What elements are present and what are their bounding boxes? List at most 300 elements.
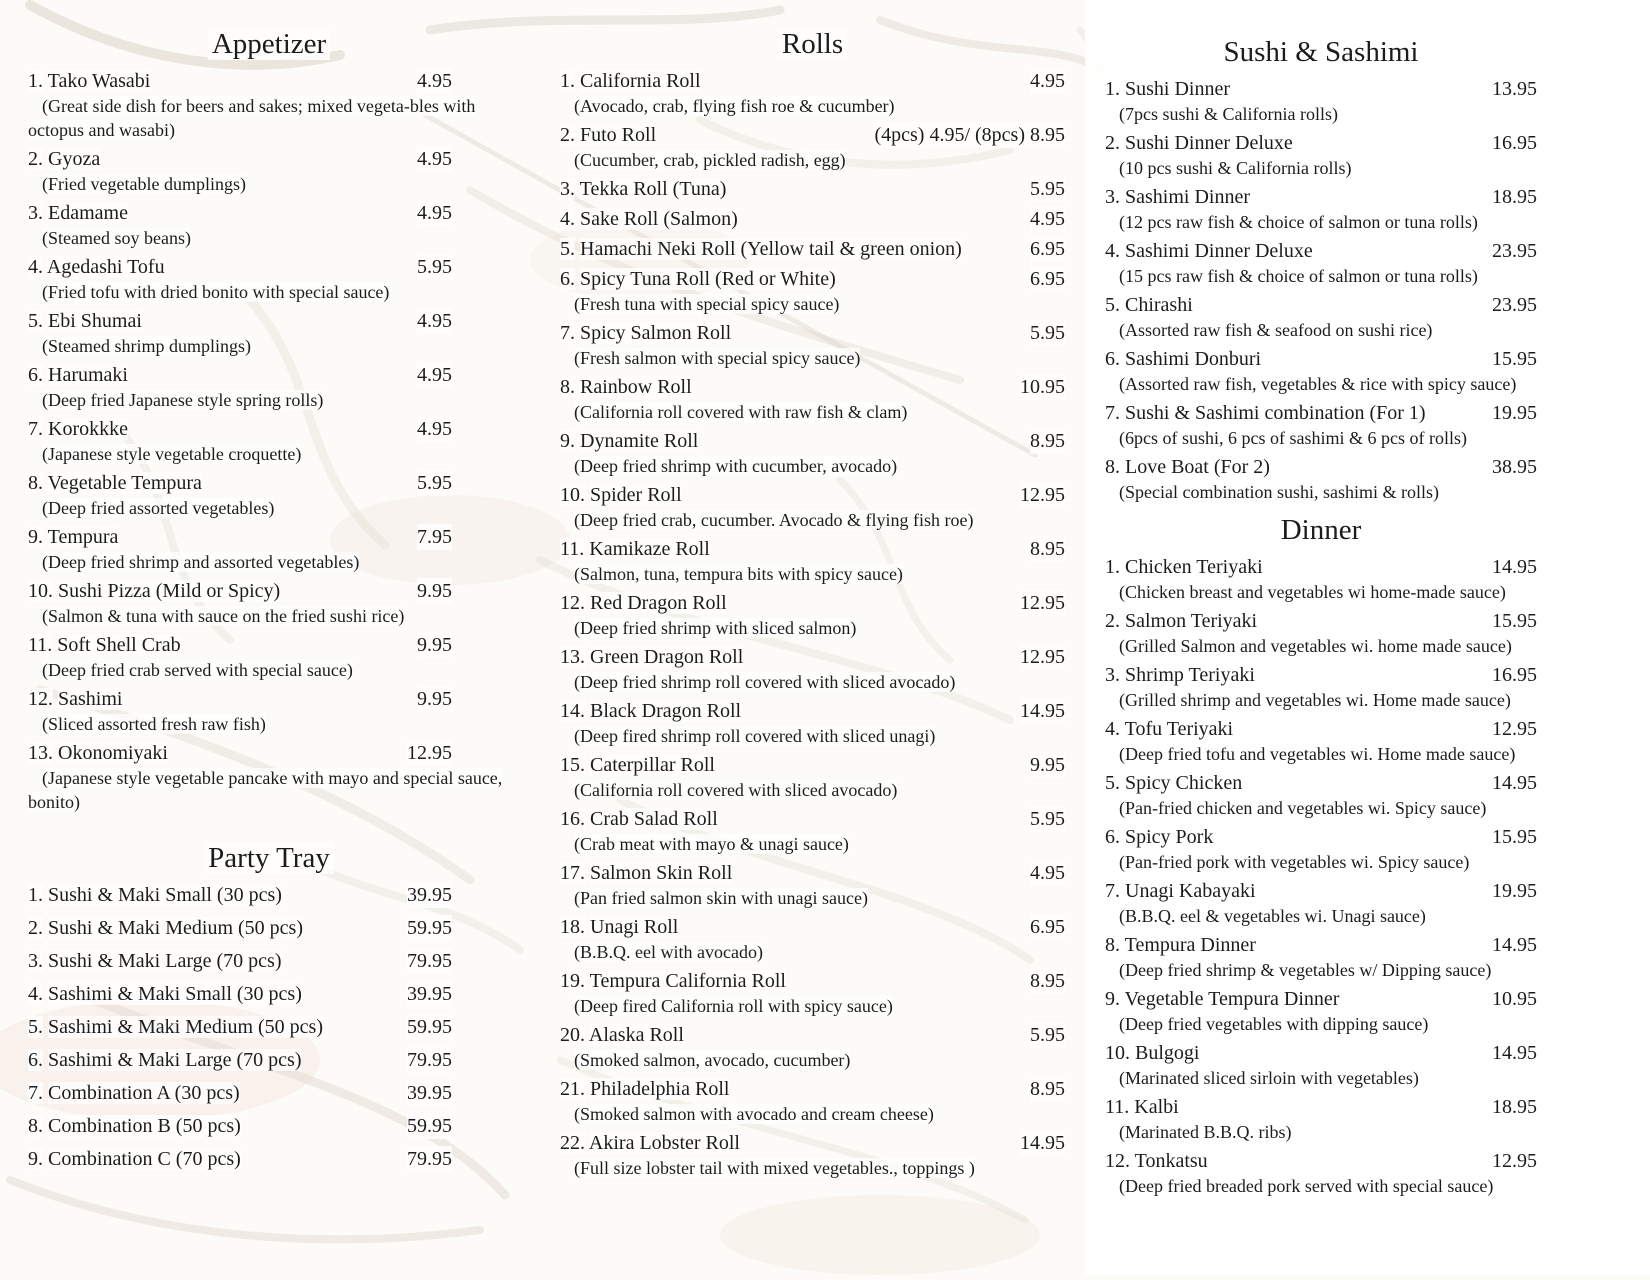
menu-item [28, 1113, 510, 1139]
menu-item-price: 5.95 [1030, 322, 1065, 344]
menu-item-description: (Grilled shrimp and vegetables wi. Home made sauce) [1119, 690, 1511, 710]
menu-item-price: 19.95 [1492, 880, 1537, 902]
menu-item-number: 12. [560, 592, 585, 614]
menu-item-price: 10.95 [1492, 988, 1537, 1010]
menu-item-price: 5.95 [1030, 1024, 1065, 1046]
section-title-rolls: Rolls [560, 26, 1065, 62]
menu-item-line [1105, 662, 1537, 688]
menu-item-name: Caterpillar Roll [590, 754, 715, 776]
menu-item-number: 8. [28, 472, 43, 494]
menu-item-description: (Deep fried shrimp and assorted vegetables) [42, 552, 360, 572]
menu-item [28, 686, 510, 736]
menu-item-label [1105, 554, 1484, 580]
menu-item-line [1105, 986, 1537, 1012]
menu-item-description: (Sliced assorted fresh raw fish) [42, 714, 266, 734]
menu-item-label [560, 1130, 1012, 1156]
menu-item-line [560, 266, 1065, 292]
menu-item-number: 5. [28, 310, 43, 332]
menu-item-label [1105, 986, 1484, 1012]
menu-item-number: 11. [560, 538, 585, 560]
menu-item-name: California Roll [580, 70, 701, 92]
menu-item-price: 7.95 [417, 526, 452, 548]
menu-item-price: 18.95 [1492, 186, 1537, 208]
menu-item-name: Hamachi Neki Roll (Yellow tail & green onion) [580, 238, 962, 260]
menu-item-number: 3. [28, 950, 43, 972]
menu-item [560, 266, 1065, 316]
menu-item-line [1105, 932, 1537, 958]
menu-item-description: (Deep fried shrimp with sliced salmon) [574, 618, 857, 638]
menu-item-number: 1. [1105, 556, 1120, 578]
menu-item-label [28, 915, 399, 941]
menu-item [560, 428, 1065, 478]
menu-item-line [28, 882, 510, 908]
menu-item-description: (Avocado, crab, flying fish roe & cucumber) [574, 96, 895, 116]
menu-item-line [28, 740, 510, 766]
menu-item-name: Sashimi & Maki Small (30 pcs) [48, 983, 302, 1005]
menu-item-number: 1. [28, 884, 43, 906]
menu-item-name: Combination A (30 pcs) [48, 1082, 240, 1104]
menu-item-line [560, 698, 1065, 724]
menu-item-description: (B.B.Q. eel with avocado) [574, 942, 763, 962]
menu-item [560, 806, 1065, 856]
menu-item-description: (15 pcs raw fish & choice of salmon or tuna rolls) [1119, 266, 1478, 286]
menu-item-price: 6.95 [1030, 238, 1065, 260]
middle-column [560, 0, 1065, 1184]
menu-item-name: Dynamite Roll [580, 430, 699, 452]
menu-item-description: (Assorted raw fish, vegetables & rice with spicy sauce) [1119, 374, 1517, 394]
menu-item-description: (Deep fried assorted vegetables) [42, 498, 275, 518]
menu-item-number: 20. [560, 1024, 585, 1046]
menu-item-label [1105, 1040, 1484, 1066]
menu-item-line [560, 752, 1065, 778]
menu-item-label [560, 914, 1022, 940]
menu-item-line [1105, 554, 1537, 580]
menu-item-name: Tempura Dinner [1124, 934, 1256, 956]
menu-item-line [1105, 770, 1537, 796]
menu-item-label [1105, 346, 1484, 372]
menu-item-description: (10 pcs sushi & California rolls) [1119, 158, 1352, 178]
menu-item-label [28, 1146, 399, 1172]
menu-item-label [560, 320, 1022, 346]
menu-item [560, 860, 1065, 910]
menu-item-line [28, 146, 510, 172]
menu-item-name: Korokkke [48, 418, 128, 440]
menu-item-price: 14.95 [1492, 556, 1537, 578]
menu-item-description: (Deep fried crab served with special sauce) [42, 660, 353, 680]
menu-item-price: 18.95 [1492, 1096, 1537, 1118]
section-title-dinner: Dinner [1105, 512, 1537, 548]
menu-item-line [1105, 292, 1537, 318]
menu-item [28, 200, 510, 250]
menu-item-line [560, 176, 1065, 202]
menu-item [1105, 770, 1537, 820]
menu-item-price: 4.95 [1030, 70, 1065, 92]
menu-item-name: Kalbi [1134, 1096, 1179, 1118]
menu-item-number: 4. [28, 256, 43, 278]
menu-item-price: 79.95 [407, 950, 452, 972]
menu-item [560, 68, 1065, 118]
menu-item [1105, 400, 1537, 450]
menu-item-number: 10. [560, 484, 585, 506]
menu-item [28, 632, 510, 682]
menu-item-description: (Pan-fried chicken and vegetables wi. Spicy sauce) [1119, 798, 1487, 818]
section-appetizer [28, 26, 510, 814]
menu-item-number: 13. [560, 646, 585, 668]
menu-item-number: 6. [1105, 348, 1120, 370]
menu-item [1105, 608, 1537, 658]
menu-item-number: 18. [560, 916, 585, 938]
menu-item-name: Futo Roll [580, 124, 657, 146]
menu-item-price: 59.95 [407, 917, 452, 939]
menu-item-price: 16.95 [1492, 132, 1537, 154]
menu-item-price: 38.95 [1492, 456, 1537, 478]
menu-item-line [1105, 130, 1537, 156]
menu-item-line [560, 68, 1065, 94]
menu-item-number: 4. [1105, 240, 1120, 262]
menu-item-line [560, 1022, 1065, 1048]
menu-item-price: 8.95 [1030, 970, 1065, 992]
menu-item [560, 914, 1065, 964]
menu-item [560, 320, 1065, 370]
menu-item [28, 254, 510, 304]
menu-item-description: (Deep fried Japanese style spring rolls) [42, 390, 324, 410]
menu-item-label [1105, 608, 1484, 634]
menu-item-number: 1. [28, 70, 43, 92]
menu-item-label [1105, 932, 1484, 958]
menu-item-description: (Great side dish for beers and sakes; mixed vegeta-bles with octopus and wasabi) [28, 96, 476, 140]
section-sushi-sashimi [1105, 34, 1537, 504]
menu-item [1105, 986, 1537, 1036]
menu-item-price: 79.95 [407, 1148, 452, 1170]
menu-item-label [560, 590, 1012, 616]
menu-item-label [1105, 824, 1484, 850]
menu-item [28, 416, 510, 466]
menu-item-label [28, 308, 409, 334]
menu-item-label [1105, 662, 1484, 688]
menu-item-number: 7. [1105, 880, 1120, 902]
menu-item-price: 15.95 [1492, 826, 1537, 848]
menu-item-line [28, 308, 510, 334]
menu-item-label [560, 536, 1022, 562]
menu-item-description: (12 pcs raw fish & choice of salmon or tuna rolls) [1119, 212, 1478, 232]
menu-item-label [1105, 1148, 1484, 1174]
menu-item [28, 740, 510, 814]
menu-item-name: Tekka Roll (Tuna) [579, 178, 727, 200]
menu-item-line [1105, 238, 1537, 264]
menu-item-label [28, 470, 409, 496]
menu-item-number: 13. [28, 742, 53, 764]
menu-item-name: Vegetable Tempura [47, 472, 202, 494]
menu-item-number: 3. [560, 178, 575, 200]
menu-item-description: (Fresh tuna with special spicy sauce) [574, 294, 840, 314]
menu-item-line [28, 524, 510, 550]
menu-item-price: 4.95 [417, 148, 452, 170]
menu-item-name: Sashimi Dinner Deluxe [1125, 240, 1313, 262]
menu-item-number: 14. [560, 700, 585, 722]
menu-item-name: Combination C (70 pcs) [48, 1148, 241, 1170]
menu-item-name: Salmon Teriyaki [1125, 610, 1258, 632]
menu-item-line [28, 254, 510, 280]
menu-item-description: (Deep fried shrimp & vegetables w/ Dipping sauce) [1119, 960, 1492, 980]
menu-item-number: 2. [28, 148, 43, 170]
menu-item-price: 5.95 [1030, 808, 1065, 830]
menu-item-price: 5.95 [1030, 178, 1065, 200]
menu-item-number: 17. [560, 862, 585, 884]
menu-item-label [28, 740, 399, 766]
menu-item-number: 4. [28, 983, 43, 1005]
menu-item-description: (B.B.Q. eel & vegetables wi. Unagi sauce) [1119, 906, 1426, 926]
menu-item-price: 14.95 [1020, 700, 1065, 722]
menu-item-name: Spicy Chicken [1125, 772, 1243, 794]
menu-item-line [28, 200, 510, 226]
menu-item-line [560, 644, 1065, 670]
menu-item-line [560, 914, 1065, 940]
menu-item [28, 578, 510, 628]
menu-item-label [560, 428, 1022, 454]
menu-item-number: 11. [1105, 1096, 1130, 1118]
menu-item-description: (Fresh salmon with special spicy sauce) [574, 348, 861, 368]
menu-item-name: Sashimi [58, 688, 123, 710]
menu-item-description: (California roll covered with raw fish & clam) [574, 402, 908, 422]
menu-item-name: Love Boat (For 2) [1125, 456, 1270, 478]
menu-item-name: Spicy Salmon Roll [580, 322, 732, 344]
menu-item-number: 15. [560, 754, 585, 776]
menu-item-label [28, 68, 409, 94]
menu-item-line [28, 470, 510, 496]
menu-item-label [560, 236, 1022, 262]
menu-item-label [1105, 454, 1484, 480]
menu-item-number: 21. [560, 1078, 585, 1100]
menu-item-number: 2. [560, 124, 575, 146]
menu-item-name: Tofu Teriyaki [1124, 718, 1234, 740]
menu-item-description: (Fried tofu with dried bonito with special sauce) [42, 282, 390, 302]
menu-item-price: 8.95 [1030, 430, 1065, 452]
menu-item-description: (6pcs of sushi, 6 pcs of sashimi & 6 pcs of rolls) [1119, 428, 1467, 448]
menu-item-number: 2. [1105, 132, 1120, 154]
menu-item-number: 2. [28, 917, 43, 939]
menu-item-number: 11. [28, 634, 53, 656]
menu-item-price: 23.95 [1492, 294, 1537, 316]
menu-item-price: 16.95 [1492, 664, 1537, 686]
menu-item-line [560, 428, 1065, 454]
menu-item-number: 9. [28, 526, 43, 548]
menu-item-line [560, 374, 1065, 400]
menu-item-price: 15.95 [1492, 348, 1537, 370]
menu-item-price: 15.95 [1492, 610, 1537, 632]
menu-item-price: 5.95 [417, 472, 452, 494]
menu-item-line [560, 536, 1065, 562]
menu-item-name: Black Dragon Roll [590, 700, 742, 722]
menu-item [28, 68, 510, 142]
menu-item-price: 13.95 [1492, 78, 1537, 100]
menu-item-line [1105, 346, 1537, 372]
menu-item-number: 10. [1105, 1042, 1130, 1064]
menu-item-number: 19. [560, 970, 585, 992]
menu-item [1105, 716, 1537, 766]
menu-item-line [28, 1047, 510, 1073]
menu-item-label [28, 1080, 399, 1106]
menu-item [1105, 454, 1537, 504]
menu-item-price: 12.95 [407, 742, 452, 764]
menu-item-description: (Japanese style vegetable croquette) [42, 444, 302, 464]
menu-item-name: Gyoza [48, 148, 101, 170]
menu-item-line [560, 236, 1065, 262]
menu-item-label [28, 948, 399, 974]
menu-item-name: Sashimi Donburi [1125, 348, 1262, 370]
menu-item-description: (Deep fired California roll with spicy sauce) [574, 996, 893, 1016]
menu-item-line [28, 68, 510, 94]
menu-item-description: (Marinated B.B.Q. ribs) [1119, 1122, 1292, 1142]
menu-item-line [28, 578, 510, 604]
menu-item [560, 968, 1065, 1018]
menu-item-description: (Chicken breast and vegetables wi home-made sauce) [1119, 582, 1506, 602]
menu-item [560, 176, 1065, 202]
menu-item-label [1105, 770, 1484, 796]
menu-item-label [28, 200, 409, 226]
menu-item-number: 1. [560, 70, 575, 92]
menu-item-price: 8.95 [1030, 538, 1065, 560]
menu-item-label [1105, 1094, 1484, 1120]
menu-item-line [560, 1130, 1065, 1156]
menu-item-price: 59.95 [407, 1115, 452, 1137]
menu-item-number: 10. [28, 580, 53, 602]
party-tray-item-list [28, 882, 510, 1172]
menu-item [28, 1014, 510, 1040]
menu-item-label [28, 416, 409, 442]
menu-item-line [1105, 184, 1537, 210]
menu-item-number: 9. [1105, 988, 1120, 1010]
menu-item [560, 1076, 1065, 1126]
menu-item-line [560, 590, 1065, 616]
menu-item-name: Alaska Roll [588, 1024, 684, 1046]
menu-item-name: Crab Salad Roll [590, 808, 718, 830]
menu-item-line [560, 482, 1065, 508]
menu-item-price: 59.95 [407, 1016, 452, 1038]
menu-item-name: Sashimi Dinner [1125, 186, 1250, 208]
menu-item-label [560, 482, 1012, 508]
menu-item-label [560, 860, 1022, 886]
menu-item-price: 4.95 [417, 364, 452, 386]
menu-item-label [1105, 878, 1484, 904]
menu-item-price: 9.95 [417, 634, 452, 656]
menu-item-name: Combination B (50 pcs) [48, 1115, 241, 1137]
menu-item-description: (Salmon, tuna, tempura bits with spicy sauce) [574, 564, 903, 584]
menu-item-number: 7. [28, 1082, 43, 1104]
menu-item [1105, 878, 1537, 928]
menu-item-label [28, 254, 409, 280]
menu-item-number: 9. [28, 1148, 43, 1170]
menu-item-name: Sushi Pizza (Mild or Spicy) [58, 580, 281, 602]
menu-item-line [1105, 716, 1537, 742]
menu-item-label [1105, 716, 1484, 742]
menu-item-label [28, 686, 409, 712]
menu-item-price: (4pcs) 4.95/ (8pcs) 8.95 [874, 124, 1065, 146]
menu-item [560, 482, 1065, 532]
menu-item-line [1105, 1148, 1537, 1174]
menu-item-line [28, 632, 510, 658]
menu-item-name: Unagi Kabayaki [1125, 880, 1256, 902]
menu-item-name: Sushi & Maki Large (70 pcs) [48, 950, 282, 972]
menu-item [28, 981, 510, 1007]
menu-item-name: Rainbow Roll [580, 376, 692, 398]
right-column [1105, 0, 1537, 1202]
menu-item-description: (Deep fried tofu and vegetables wi. Home made sauce) [1119, 744, 1516, 764]
menu-item-label [1105, 292, 1484, 318]
menu-item-name: Soft Shell Crab [57, 634, 181, 656]
menu-item [28, 470, 510, 520]
section-rolls [560, 26, 1065, 1180]
menu-item-name: Okonomiyaki [58, 742, 168, 764]
menu-item-price: 9.95 [1030, 754, 1065, 776]
menu-item [1105, 346, 1537, 396]
menu-item-price: 9.95 [417, 580, 452, 602]
menu-item [1105, 292, 1537, 342]
menu-item-line [28, 981, 510, 1007]
menu-item-number: 8. [1105, 934, 1120, 956]
menu-item [560, 644, 1065, 694]
menu-item-name: Sashimi & Maki Large (70 pcs) [48, 1049, 302, 1071]
menu-item-name: Akira Lobster Roll [588, 1132, 740, 1154]
menu-item-description: (Salmon & tuna with sauce on the fried sushi rice) [42, 606, 405, 626]
menu-item-price: 14.95 [1492, 1042, 1537, 1064]
menu-item-label [1105, 184, 1484, 210]
menu-item-label [560, 68, 1022, 94]
menu-item-description: (Full size lobster tail with mixed vegetables., toppings ) [574, 1158, 975, 1178]
menu-item-label [28, 882, 399, 908]
menu-item-label [28, 1014, 399, 1040]
menu-item [28, 882, 510, 908]
menu-item [28, 146, 510, 196]
menu-item-description: (Deep fired shrimp roll covered with sliced unagi) [574, 726, 936, 746]
menu-item-line [28, 362, 510, 388]
appetizer-item-list [28, 68, 510, 814]
menu-item-name: Sushi & Maki Medium (50 pcs) [48, 917, 303, 939]
menu-item [560, 752, 1065, 802]
menu-item-number: 8. [560, 376, 575, 398]
menu-item-line [560, 122, 1065, 148]
menu-item-name: Sashimi & Maki Medium (50 pcs) [48, 1016, 323, 1038]
menu-item-label [560, 806, 1022, 832]
menu-item-name: Sake Roll (Salmon) [580, 208, 738, 230]
menu-item-number: 5. [560, 238, 575, 260]
menu-item [28, 1047, 510, 1073]
dinner-item-list [1105, 554, 1537, 1198]
menu-item-label [28, 362, 409, 388]
menu-item-line [1105, 400, 1537, 426]
menu-item-number: 7. [28, 418, 43, 440]
menu-item-name: Spider Roll [590, 484, 682, 506]
menu-item-label [1105, 238, 1484, 264]
menu-item-name: Chirashi [1125, 294, 1193, 316]
menu-item-line [28, 686, 510, 712]
menu-item [560, 590, 1065, 640]
menu-item-price: 10.95 [1020, 376, 1065, 398]
menu-item-description: (Steamed shrimp dumplings) [42, 336, 251, 356]
left-column [28, 0, 510, 1179]
menu-item-description: (7pcs sushi & California rolls) [1119, 104, 1338, 124]
menu-item [560, 236, 1065, 262]
menu-item-price: 79.95 [407, 1049, 452, 1071]
menu-item [1105, 1094, 1537, 1144]
menu-item-description: (Deep fried shrimp roll covered with sliced avocado) [574, 672, 956, 692]
menu-item-number: 22. [560, 1132, 585, 1154]
rolls-item-list [560, 68, 1065, 1180]
menu-item-line [28, 948, 510, 974]
menu-item-line [560, 320, 1065, 346]
menu-item-label [560, 206, 1022, 232]
menu-item-label [28, 524, 409, 550]
menu-item-description: (Deep fried breaded pork served with special sauce) [1119, 1176, 1494, 1196]
